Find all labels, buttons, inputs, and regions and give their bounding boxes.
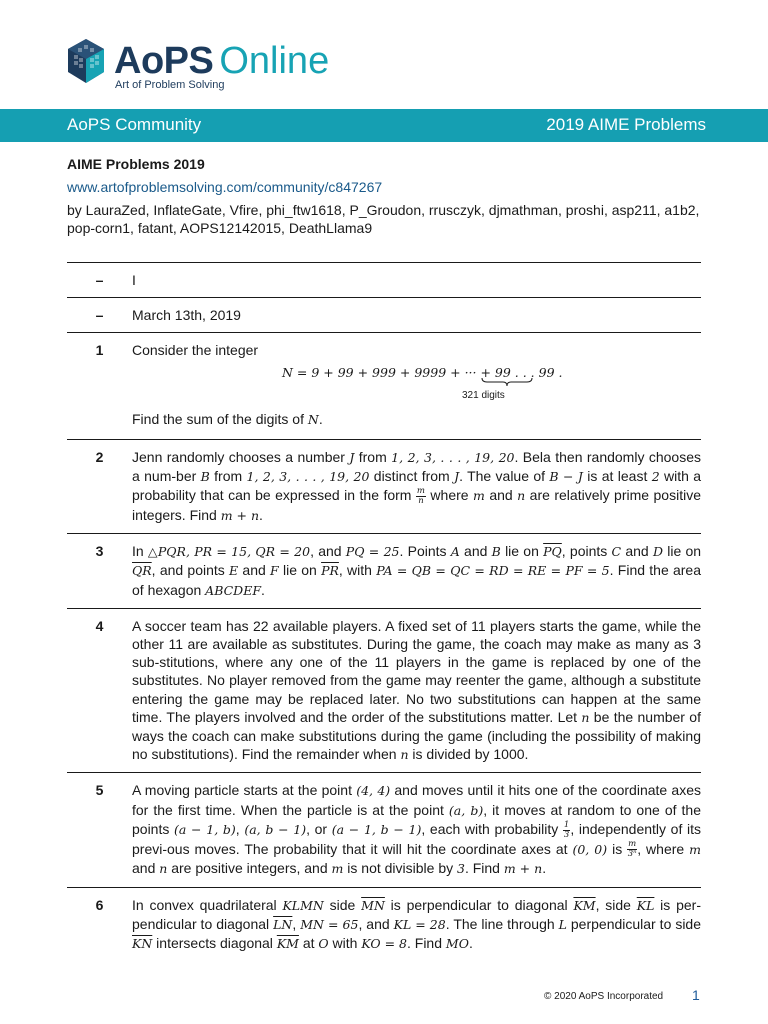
problem-text (132, 341, 701, 428)
text-run: . The value of (459, 468, 550, 485)
text-run: , and points (151, 562, 230, 579)
math-inline: C (611, 544, 622, 560)
segment-overline: $\overline{PR}$ (321, 563, 339, 579)
segment-overline: $\overline{KM}$ (276, 936, 299, 952)
math-inline: KLMN (282, 897, 324, 913)
math-inline: F (270, 563, 279, 579)
text-run: and (132, 860, 160, 877)
segment-overline: $\overline{KL}$ (636, 897, 655, 913)
page-number: 1 (692, 987, 700, 1003)
text-run: , with (338, 562, 377, 579)
question-end: . (318, 410, 323, 427)
problem-text (132, 896, 701, 954)
text-run: lie on (662, 543, 702, 560)
problem-rows (67, 439, 701, 961)
problem-text (132, 781, 701, 878)
math-inline: (4, 4) (356, 783, 391, 799)
problem-row (67, 772, 701, 886)
math-inline: MO (445, 936, 469, 952)
text-run: where (425, 487, 474, 504)
text-run: be the number of ways the coach can make substitutions during the game (including the possibility of making no substitutions). Find the remainder when (132, 708, 701, 763)
math-inline: O (318, 936, 329, 952)
math-inline: ABCDEF (205, 582, 262, 598)
segment-overline: $\overline{KM}$ (573, 897, 596, 913)
math-inline: m + n (503, 861, 543, 877)
equation-text: N = 9 + 99 + 999 + 9999 + ··· + 99 . . . 99 . (282, 364, 563, 380)
fraction-numerator: m (416, 486, 425, 497)
segment-overline: $\overline{LN}$ (273, 916, 293, 932)
math-inline: B (200, 469, 210, 485)
text-run: and moves until it hits one of the coordinate axes for the first time. When the particle is at the point (132, 782, 702, 818)
math-inline: J (454, 469, 460, 485)
fraction-denominator: 3 (563, 829, 570, 840)
underbrace-label: 321 digits (462, 389, 505, 401)
text-run: is not divisible by (343, 860, 457, 877)
fraction-numerator: m (628, 839, 637, 850)
section-date: March 13th, 2019 (132, 307, 241, 324)
segment-overline: $\overline{MN}$ (361, 897, 385, 913)
fraction-numerator: 1 (563, 819, 570, 830)
math-inline: MN = 65 (300, 916, 359, 932)
text-run: Jenn randomly chooses a number (132, 448, 350, 465)
text-run: is perpendicular to diagonal (384, 896, 574, 913)
text-run: A moving particle starts at the point (132, 782, 357, 799)
text-run: , each with probability (421, 820, 563, 837)
text-run: with a probability that can be expressed in the form (132, 468, 702, 504)
section-row (67, 297, 701, 332)
fraction-denominator: 3ⁿ (627, 849, 637, 860)
text-run: In convex quadrilateral (132, 896, 283, 913)
problem-number: 5 (95, 782, 104, 799)
section-marker: – (95, 272, 104, 288)
math-inline: △PQR, PR = 15, QR = 20 (147, 544, 311, 560)
text-run: , points (561, 543, 612, 560)
math-inline: (0, 0) (572, 841, 608, 857)
text-run: lie on (278, 562, 322, 579)
text-run: are positive integers, and (167, 860, 332, 877)
problem-number: 1 (95, 342, 104, 359)
problem-row (67, 439, 701, 533)
math-inline: (a − 1, b − 1) (331, 821, 422, 837)
text-run: and (238, 562, 271, 579)
text-run: , where (637, 840, 690, 857)
text-run: . (261, 581, 265, 598)
segment-overline: $\overline{KN}$ (132, 936, 153, 952)
text-run: , (235, 820, 245, 837)
text-run: , and (358, 915, 394, 932)
problem-row (67, 533, 701, 608)
text-run: , or (306, 820, 332, 837)
text-run: from (209, 468, 247, 485)
text-run: lie on (500, 543, 544, 560)
aops-cube-icon (66, 38, 106, 84)
text-run: intersects diagonal (152, 935, 277, 952)
text-run: with (328, 935, 362, 952)
math-inline: B − J (549, 469, 583, 485)
problem-number: 4 (95, 617, 104, 634)
math-inline: m (689, 841, 701, 857)
text-run: are relatively prime positive integers. Find (132, 487, 701, 524)
brand-name-bold: AoPS (114, 40, 214, 82)
underbrace-icon (481, 377, 533, 387)
title-bar (0, 109, 768, 142)
math-inline: n (581, 709, 590, 725)
math-inline: (a − 1, b) (174, 821, 236, 837)
text-run: . (468, 935, 473, 952)
text-run: perpendicular to side (566, 915, 701, 932)
problem-number: 3 (95, 543, 104, 560)
community-link[interactable]: AoPS Community (67, 115, 202, 134)
math-inline: (a, b) (448, 802, 484, 818)
text-run: and (459, 543, 492, 560)
math-inline: B (491, 544, 501, 560)
problem-list (67, 262, 701, 961)
text-run: . Find (406, 935, 446, 952)
authors-line: by LauraZed, InflateGate, Vfire, phi_ftw1618, P_Groudon, rrusczyk, djmathman, proshi, asp211, a1b2, pop-corn1, fatant, AOPS12142015, DeathLlama9 (67, 202, 700, 236)
fraction-denominator: n (418, 496, 424, 507)
section-label: I (132, 272, 136, 288)
contest-title: AIME Problems 2019 (67, 156, 205, 172)
math-inline: (a, b − 1) (244, 821, 307, 837)
text-run: . Find the area of hexagon (132, 562, 702, 598)
problem-number: 2 (95, 448, 104, 465)
text-run: is (607, 840, 628, 857)
text-run: A soccer team has 22 available players. A fixed set of 11 players starts the game, while the other 11 are available as substitutes. During the game, the coach may make as many as 3 sub-stitutions, where any one of the 11 players in the game is replaced by one of the substitutes. No player removed from the game may reenter the game, although a substitute entering the game may be replaced later. No two substitutions can happen at the same time. The players involved and the order of the substitutions matter. Let (132, 617, 701, 725)
math-inline: PA = QB = QC = RD = RE = PF = 5 (376, 563, 610, 579)
math-inline: PQ = 25 (345, 544, 400, 560)
text-run: . Points (399, 543, 451, 560)
text-run: distinct from (369, 468, 455, 485)
text-run: , and (310, 543, 346, 560)
math-inline: KO = 8 (361, 936, 407, 952)
math-inline: n (517, 488, 526, 504)
math-inline: N (307, 411, 319, 427)
math-inline: m + n (220, 508, 260, 524)
text-run: , (292, 915, 301, 932)
math-inline: n (159, 861, 168, 877)
text-run: . The line through (445, 915, 559, 932)
community-url-link[interactable]: www.artofproblemsolving.com/community/c847267 (67, 179, 383, 195)
brand-name (114, 38, 329, 84)
document-title: 2019 AIME Problems (546, 115, 706, 134)
text-run: . Find (464, 860, 504, 877)
fraction (627, 840, 637, 859)
problem-row (67, 608, 701, 773)
problem-intro: Consider the integer (132, 342, 259, 359)
text-run: is at least (582, 468, 652, 485)
question-text: Find the sum of the digits of (132, 410, 308, 427)
text-run: . (259, 507, 263, 524)
text-run: and (484, 487, 518, 504)
document-meta (67, 155, 707, 237)
text-run: , side (595, 896, 637, 913)
text-run: , it moves at random to one of the points (132, 801, 702, 837)
text-run: , independently of its previ-ous moves. The probability that it will hit the coordinate axes at (132, 820, 701, 857)
math-inline: n (400, 747, 409, 763)
section-marker: – (95, 307, 104, 324)
copyright: © 2020 AoPS Incorporated (544, 991, 664, 1002)
text-run: In (132, 543, 148, 560)
segment-overline: $\overline{QR}$ (132, 563, 152, 579)
problem-number: 6 (95, 896, 104, 913)
text-run: side (323, 896, 362, 913)
math-inline: 3 (457, 861, 465, 877)
math-inline: L (558, 916, 567, 932)
math-inline: D (652, 544, 663, 560)
problem-text (132, 617, 701, 765)
fraction (416, 487, 426, 506)
problem-question (132, 410, 701, 429)
math-inline: E (229, 563, 239, 579)
brand-tagline: Art of Problem Solving (115, 79, 225, 91)
segment-overline: $\overline{PQ}$ (543, 544, 562, 560)
math-inline: J (349, 449, 355, 465)
math-inline: m (331, 861, 344, 877)
text-run: from (354, 448, 392, 465)
math-inline: 2 (651, 469, 660, 485)
problem-text (132, 448, 701, 525)
problem-row (67, 887, 701, 962)
brand-name-light: Online (219, 40, 330, 82)
section-row (67, 262, 701, 297)
math-inline: A (450, 544, 460, 560)
text-run: and (621, 543, 653, 560)
text-run: is divided by 1000. (408, 746, 529, 763)
math-inline: 1, 2, 3, . . . , 19, 20 (391, 449, 515, 465)
math-inline: 1, 2, 3, . . . , 19, 20 (246, 469, 370, 485)
problem-row (67, 332, 701, 438)
problem-text (132, 542, 701, 600)
math-inline: m (473, 488, 485, 504)
math-inline: KL = 28 (393, 916, 446, 932)
text-run: . Bela then randomly chooses a num-ber (132, 448, 701, 485)
text-run: is per-pendicular to diagonal (132, 896, 701, 932)
text-run: . (542, 860, 547, 877)
display-equation (132, 362, 701, 406)
text-run: at (298, 935, 319, 952)
